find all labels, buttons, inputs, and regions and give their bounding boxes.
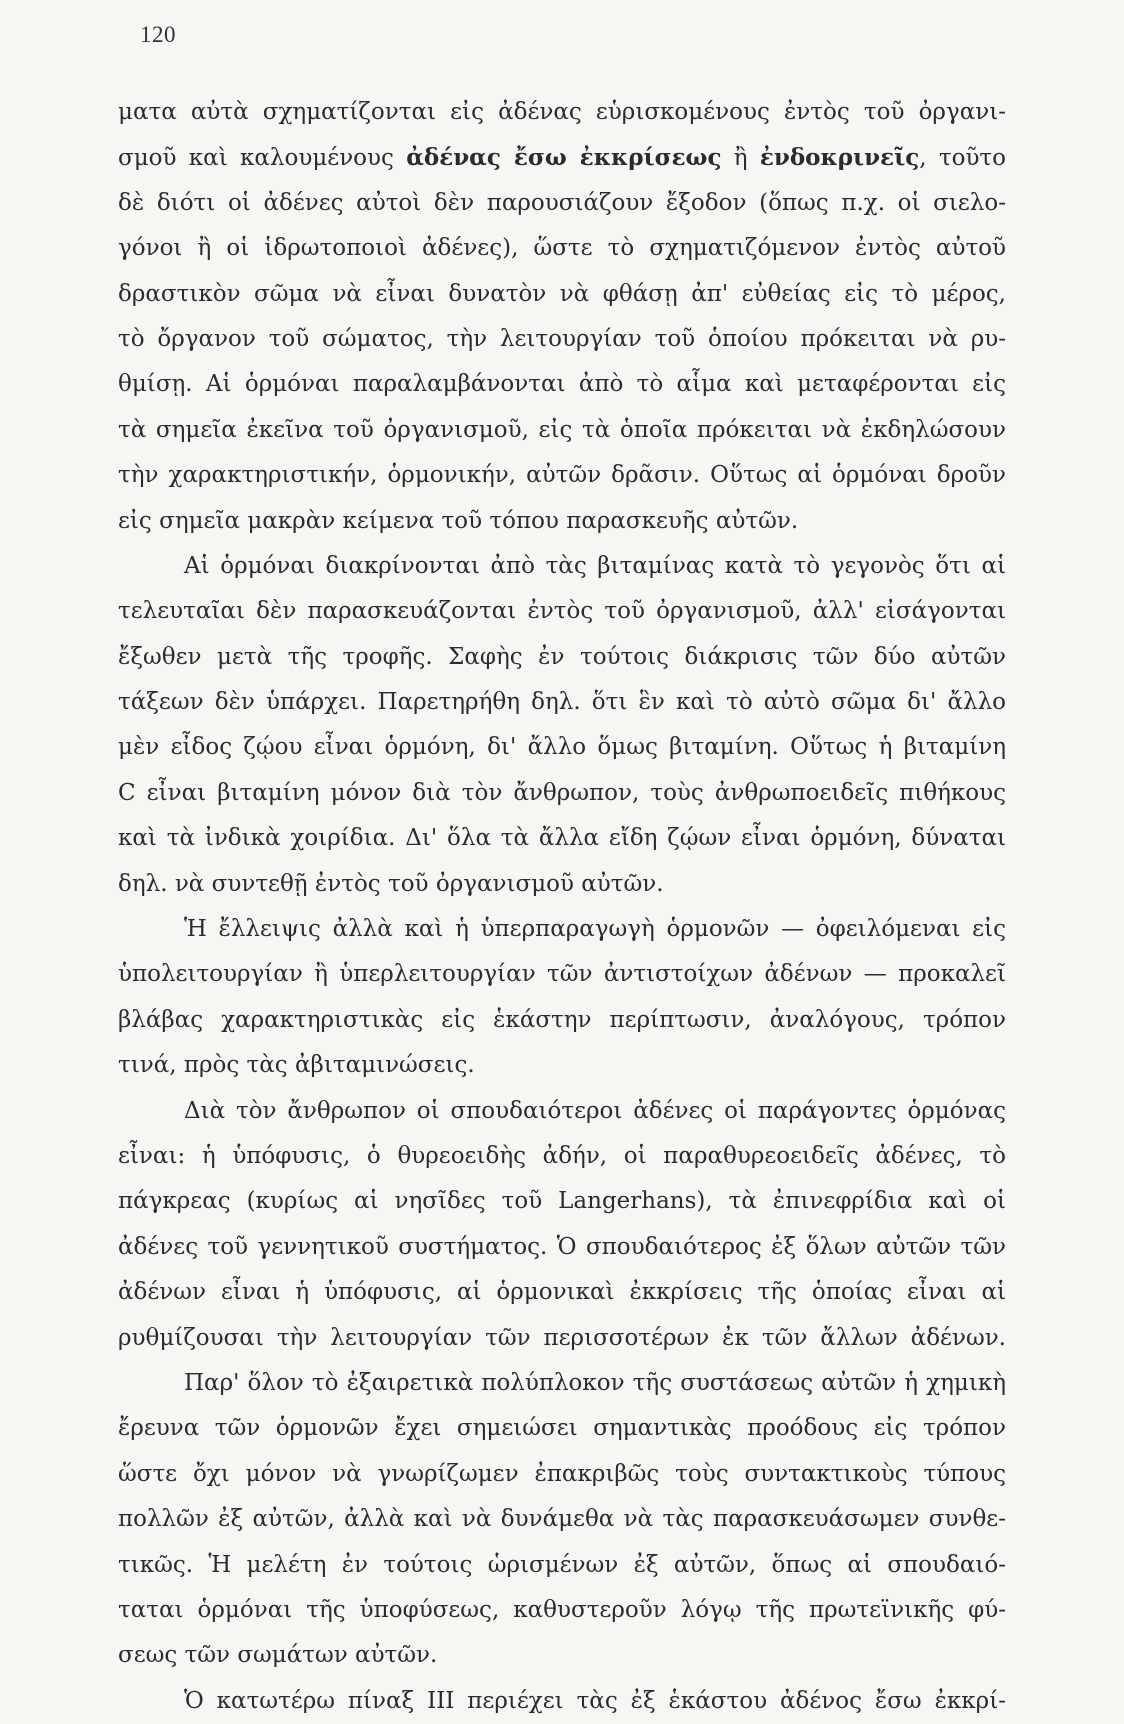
text-line: ἔξωθεν μετὰ τῆς τροφῆς. Σαφὴς ἐν τούτοις διάκρισις τῶν δύο αὐτῶν: [118, 643, 1006, 670]
text-line: Παρ' ὅλον τὸ ἐξαιρετικὰ πολύπλοκον τῆς συστάσεως αὐτῶν ἡ χημικὴ: [184, 1369, 1006, 1396]
text-line: πάγκρεας (κυρίως αἱ νησῖδες τοῦ Langerhans), τὰ ἐπινεφρίδια καὶ οἱ: [118, 1188, 1006, 1215]
bold-term: ἐνδοκρινεῖς: [759, 144, 920, 172]
text-line: ὥστε ὄχι μόνον νὰ γνωρίζωμεν ἐπακριβῶς τοὺς συντακτικοὺς τύπους: [118, 1460, 1006, 1487]
text-line: θμίσῃ. Αἱ ὁρμόναι παραλαμβάνονται ἀπὸ τὸ αἷμα καὶ μεταφέρονται εἰς: [118, 371, 1006, 398]
text-fragment: ἢ: [721, 145, 760, 172]
text-line: δηλ. νὰ συντεθῇ ἐντὸς τοῦ ὀργανισμοῦ αὐτῶν.: [118, 870, 664, 897]
text-line: πολλῶν ἐξ αὐτῶν, ἀλλὰ καὶ νὰ δυνάμεθα νὰ τὰς παρασκευάσωμεν συνθε-: [118, 1506, 1006, 1533]
text-line: τικῶς. Ἡ μελέτη ἐν τούτοις ὡρισμένων ἐξ αὐτῶν, ὅπως αἱ σπουδαιό-: [118, 1551, 1006, 1578]
text-line: εἶναι: ἡ ὑπόφυσις, ὁ θυρεοειδὴς ἀδήν, οἱ παραθυρεοειδεῖς ἀδένες, τὸ: [118, 1142, 1006, 1169]
text-line: Διὰ τὸν ἄνθρωπον οἱ σπουδαιότεροι ἀδένες οἱ παράγοντες ὁρμόνας: [184, 1097, 1006, 1124]
page-number: 120: [140, 22, 176, 47]
text-line: Αἱ ὁρμόναι διακρίνονται ἀπὸ τὰς βιταμίνας κατὰ τὸ γεγονὸς ὅτι αἱ: [184, 552, 1006, 579]
text-line: Ἡ ἔλλειψις ἀλλὰ καὶ ἡ ὑπερπαραγωγὴ ὁρμονῶν — ὀφειλόμεναι εἰς: [184, 916, 1006, 943]
text-line: τινά, πρὸς τὰς ἀβιταμινώσεις.: [118, 1052, 475, 1079]
text-line: καὶ τὰ ἰνδικὰ χοιρίδια. Δι' ὅλα τὰ ἄλλα εἴδη ζῴων εἶναι ὁρμόνη, δύναται: [118, 825, 1006, 852]
text-line: ρυθμίζουσαι τὴν λειτουργίαν τῶν περισσοτέρων ἐκ τῶν ἄλλων ἀδένων.: [118, 1324, 1006, 1351]
text-line: τάξεων δὲν ὑπάρχει. Παρετηρήθη δηλ. ὅτι ἓν καὶ τὸ αὐτὸ σῶμα δι' ἄλλο: [118, 689, 1006, 716]
bold-term: ἀδένας ἔσω ἐκκρίσεως: [406, 144, 722, 172]
text-line: ἀδένες τοῦ γεννητικοῦ συστήματος. Ὁ σπουδαιότερος ἐξ ὅλων αὐτῶν τῶν: [118, 1233, 1006, 1260]
text-fragment: σμοῦ καὶ καλουμένους: [118, 145, 407, 172]
text-line: γόνοι ἢ οἱ ἱδρωτοποιοὶ ἀδένες), ὥστε τὸ σχηματιζόμενον ἐντὸς αὐτοῦ: [118, 235, 1006, 262]
text-line: τὸ ὄργανον τοῦ σώματος, τὴν λειτουργίαν τοῦ ὁποίου πρόκειται νὰ ρυ-: [118, 325, 1006, 352]
text-line: Ὁ κατωτέρω πίναξ III περιέχει τὰς ἐξ ἑκάστου ἀδένος ἔσω ἐκκρί-: [184, 1687, 1006, 1714]
text-line: δὲ διότι οἱ ἀδένες αὐτοὶ δὲν παρουσιάζουν ἔξοδον (ὅπως π.χ. οἱ σιελο-: [118, 189, 1006, 216]
text-line: μὲν εἶδος ζῴου εἶναι ὁρμόνη, δι' ἄλλο ὅμως βιταμίνη. Οὕτως ἡ βιταμίνη: [118, 734, 1006, 761]
text-line: [118, 135, 1006, 180]
text-line: τὰ σημεῖα ἐκεῖνα τοῦ ὀργανισμοῦ, εἰς τὰ ὁποῖα πρόκειται νὰ ἐκδηλώσουν: [118, 416, 1006, 443]
text-fragment: , τοῦτο: [919, 145, 1006, 172]
text-line: ματα αὐτὰ σχηματίζονται εἰς ἀδένας εὑρισκομένους ἐντὸς τοῦ ὀργανι-: [118, 99, 1006, 125]
text-line: εἰς σημεῖα μακρὰν κείμενα τοῦ τόπου παρασκευῆς αὐτῶν.: [118, 507, 799, 534]
text-line: ἀδένων εἶναι ἡ ὑπόφυσις, αἱ ὁρμονικαὶ ἐκκρίσεις τῆς ὁποίας εἶναι αἱ: [118, 1279, 1006, 1306]
text-line: τελευταῖαι δὲν παρασκευάζονται ἐντὸς τοῦ ὀργανισμοῦ, ἀλλ' εἰσάγονται: [118, 598, 1006, 625]
text-line: ἔρευνα τῶν ὁρμονῶν ἔχει σημειώσει σημαντικὰς προόδους εἰς τρόπον: [118, 1415, 1006, 1442]
text-line: ὑπολειτουργίαν ἢ ὑπερλειτουργίαν τῶν ἀντιστοίχων ἀδένων — προκαλεῖ: [118, 961, 1006, 988]
text-line: βλάβας χαρακτηριστικὰς εἰς ἑκάστην περίπτωσιν, ἀναλόγους, τρόπον: [118, 1006, 1006, 1033]
body-text: [118, 90, 1006, 1724]
text-line: δραστικὸν σῶμα νὰ εἶναι δυνατὸν νὰ φθάσῃ ἀπ' εὐθείας εἰς τὸ μέρος,: [118, 280, 1006, 307]
text-line: C εἶναι βιταμίνη μόνον διὰ τὸν ἄνθρωπον, τοὺς ἀνθρωποειδεῖς πιθήκους: [118, 779, 1006, 806]
text-line: σεως τῶν σωμάτων αὐτῶν.: [118, 1642, 438, 1669]
text-line: ταται ὁρμόναι τῆς ὑποφύσεως, καθυστεροῦν λόγῳ τῆς πρωτεϊνικῆς φύ-: [118, 1596, 1006, 1623]
text-line: τὴν χαρακτηριστικήν, ὁρμονικήν, αὐτῶν δρᾶσιν. Οὕτως αἱ ὁρμόναι δροῦν: [118, 462, 1006, 489]
